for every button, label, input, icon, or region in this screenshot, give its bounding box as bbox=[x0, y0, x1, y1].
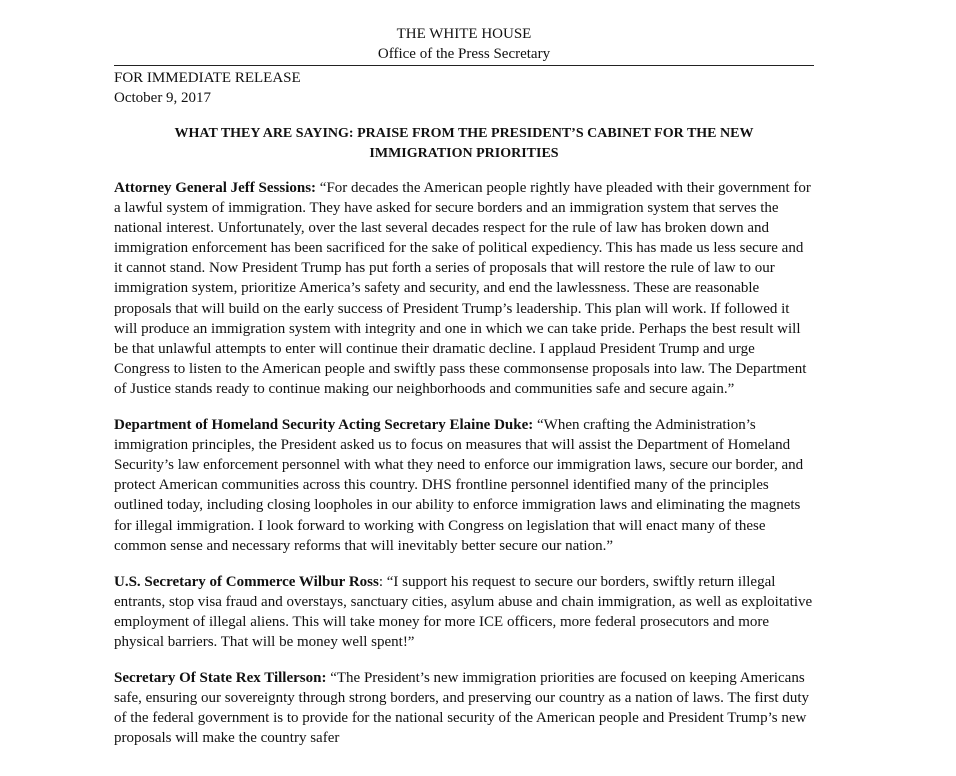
quote-text: “For decades the American people rightly have pleaded with their government for a lawful system of immigration. They have asked for secure borders and an immigration system that serves the national interest. Unfortunately, over the last several decades respect for the rule of law has broken down and immigration enforcement has been sacrificed for the sake of political expediency. This has made us less secure and it cannot stand. Now President Trump has put forth a series of proposals that will restore the rule of law to our immigration system, prioritize America’s safety and security, and end the lawlessness. These are reasonable proposals that will build on the early success of President Trump’s leadership. This plan will work. If followed it will produce an immigration system with integrity and one in which we can take pride. Perhaps the best result will be that unlawful attempts to enter will continue their dramatic decline. I applaud President Trump and urge Congress to listen to the American people and swiftly pass these commonsense proposals into law. The Department of Justice stands ready to continue making our neighborhoods and communities safe and secure again.” bbox=[114, 180, 811, 397]
release-label: FOR IMMEDIATE RELEASE bbox=[114, 70, 301, 86]
release-date: October 9, 2017 bbox=[114, 90, 212, 106]
quote-text: : “I support his request to secure our borders, swiftly return illegal entrants, stop visa fraud and overstays, sanctuary cities, asylum abuse and chain immigration, as well as exploitative employment of illegal aliens. This will take money for more ICE officers, more federal prosecutors and more physical barriers. That will be money well spent!” bbox=[114, 573, 813, 650]
page-title: WHAT THEY ARE SAYING: PRAISE FROM THE PRESIDENT’S CABINET FOR THE NEW IMMIGRATION PRIORITIES bbox=[174, 126, 754, 161]
quote-text: “The President’s new immigration priorities are focused on keeping Americans safe, ensuring our sovereignty through strong borders, and preserving our country as a nation of laws. The first duty of the federal government is to provide for the national security of the American people and President Trump’s new proposals will make the country safer bbox=[114, 670, 809, 747]
speaker-name: Attorney General Jeff Sessions: bbox=[114, 180, 317, 196]
statement-tillerson bbox=[114, 668, 814, 748]
statement-ross bbox=[114, 572, 814, 652]
letterhead bbox=[114, 22, 814, 64]
speaker-name: Department of Homeland Security Acting Secretary Elaine Duke: bbox=[114, 417, 534, 434]
org-title: THE WHITE HOUSE bbox=[396, 26, 532, 42]
office-title: Office of the Press Secretary bbox=[377, 46, 551, 62]
header-divider bbox=[114, 65, 814, 66]
release-info bbox=[114, 68, 814, 108]
speaker-name: Secretary Of State Rex Tillerson: bbox=[114, 670, 327, 687]
quote-text: “When crafting the Administration’s immigration principles, the President asked us to focus on measures that will assist the Department of Homeland Security’s law enforcement personnel with what they need to enforce our immigration laws, secure our border, and protect American communities across this country. DHS frontline personnel identified many of the principles outlined today, including closing loopholes in our ability to enforce immigration laws and eliminating the magnets for illegal immigration. I look forward to working with Congress on legislation that will enact many of these common sense and necessary reforms that will inevitably better secure our nation.” bbox=[114, 417, 804, 554]
statement-sessions bbox=[114, 178, 814, 399]
press-release-page bbox=[114, 22, 814, 763]
statement-duke bbox=[114, 415, 814, 556]
speaker-name: U.S. Secretary of Commerce Wilbur Ross bbox=[114, 573, 379, 590]
